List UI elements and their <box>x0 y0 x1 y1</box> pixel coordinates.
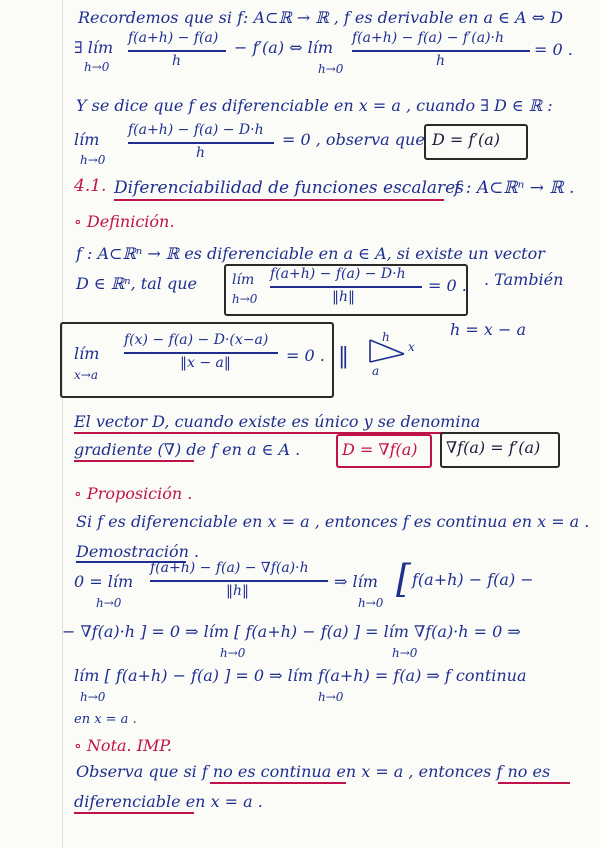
limit-subscript: h→0 <box>84 60 110 74</box>
limit-subscript: h→0 <box>96 596 122 610</box>
equivalence-text: − f′(a) ⇔ lím <box>234 38 334 57</box>
limit-subscript: h→0 <box>318 690 344 704</box>
differentiable-sentence: Y se dice que f es diferenciable en x = a , cuando ∃ D ∈ ℝ : <box>76 96 553 115</box>
definition-heading: ∘ Definición. <box>74 212 175 231</box>
parallel-mark: ‖ <box>338 344 349 369</box>
h-equals-x-minus-a: h = x − a <box>450 320 527 339</box>
definition-line1: f : A⊂ℝⁿ → ℝ es diferenciable en a ∈ A, si existe un vector <box>76 244 545 263</box>
section-map: f : A⊂ℝⁿ → ℝ . <box>454 178 575 198</box>
gradient-line2: gradiente (∇) de f en a ∈ A . <box>74 440 301 459</box>
gradient-equals-fprime: ∇f(a) = f′(a) <box>446 438 541 457</box>
margin-line <box>62 0 63 848</box>
substitution-sketch <box>362 326 422 382</box>
proof-line1-tail: f(a+h) − f(a) − <box>412 570 534 589</box>
limit-subscript: h→0 <box>80 690 106 704</box>
d-equals-fprime: D = f′(a) <box>432 130 500 149</box>
open-bracket: [ <box>396 557 411 601</box>
note-underline-noes <box>498 782 570 784</box>
note-underline-continua <box>210 782 346 784</box>
definition-line2: D ∈ ℝⁿ, tal que <box>76 274 197 293</box>
limit-subscript: h→0 <box>220 646 246 660</box>
lim-label: lím <box>74 344 100 363</box>
gradient-underline2 <box>74 460 194 462</box>
note-heading: ∘ Nota. IMP. <box>74 736 173 755</box>
proposition-heading: ∘ Proposición . <box>74 484 193 503</box>
proof-line4: en x = a . <box>74 712 137 727</box>
sketch-line-x <box>370 354 404 362</box>
proof-line2: − ∇f(a)·h ] = 0 ⇒ lím [ f(a+h) − f(a) ] = lím ∇f(a)·h = 0 ⇒ <box>62 622 521 641</box>
limit-subscript: h→0 <box>232 292 258 306</box>
note-underline-diferenciable <box>74 812 194 814</box>
limit-subscript: h→0 <box>318 62 344 76</box>
section-title-underline <box>114 199 444 201</box>
observe-text: = 0 , observa que <box>282 130 425 149</box>
intro-line: Recordemos que si f: A⊂ℝ → ℝ , f es derivable en a ∈ A ⇔ D <box>78 8 563 27</box>
proposition-statement: Si f es diferenciable en x = a , entonces f es continua en x = a . <box>76 512 590 531</box>
sketch-label-a: a <box>372 364 380 378</box>
proof-zero-lim: 0 = lím <box>74 572 134 591</box>
limit-subscript: h→0 <box>358 596 384 610</box>
exists-symbol: ∃ lím <box>74 38 114 57</box>
proof-heading: Demostración . <box>76 542 200 561</box>
equals-zero: = 0 . <box>286 346 325 365</box>
also-text: . También <box>484 270 564 289</box>
lim-label: lím <box>232 272 255 288</box>
limit-subscript-x: x→a <box>74 368 98 382</box>
d-equals-gradient: D = ∇f(a) <box>342 440 418 459</box>
section-number: 4.1. <box>74 176 107 196</box>
limit-subscript: h→0 <box>392 646 418 660</box>
sketch-label-h: h <box>382 330 390 344</box>
equals-zero: = 0 . <box>534 40 573 59</box>
note-line2: diferenciable en x = a . <box>74 792 263 811</box>
limit-subscript: h→0 <box>80 153 106 167</box>
note-line1: Observa que si f no es continua en x = a , entonces f no es <box>76 762 551 781</box>
implies-lim: ⇒ lím <box>334 572 378 591</box>
sketch-label-x: x <box>408 340 415 354</box>
proof-line3: lím [ f(a+h) − f(a) ] = 0 ⇒ lím f(a+h) = f(a) ⇒ f continua <box>74 666 527 685</box>
section-title: Diferenciabilidad de funciones escalares <box>114 178 464 198</box>
gradient-line1: El vector D, cuando existe es único y se denomina <box>74 412 481 431</box>
equals-zero: = 0 . <box>428 276 467 295</box>
lim-label: lím <box>74 130 100 149</box>
